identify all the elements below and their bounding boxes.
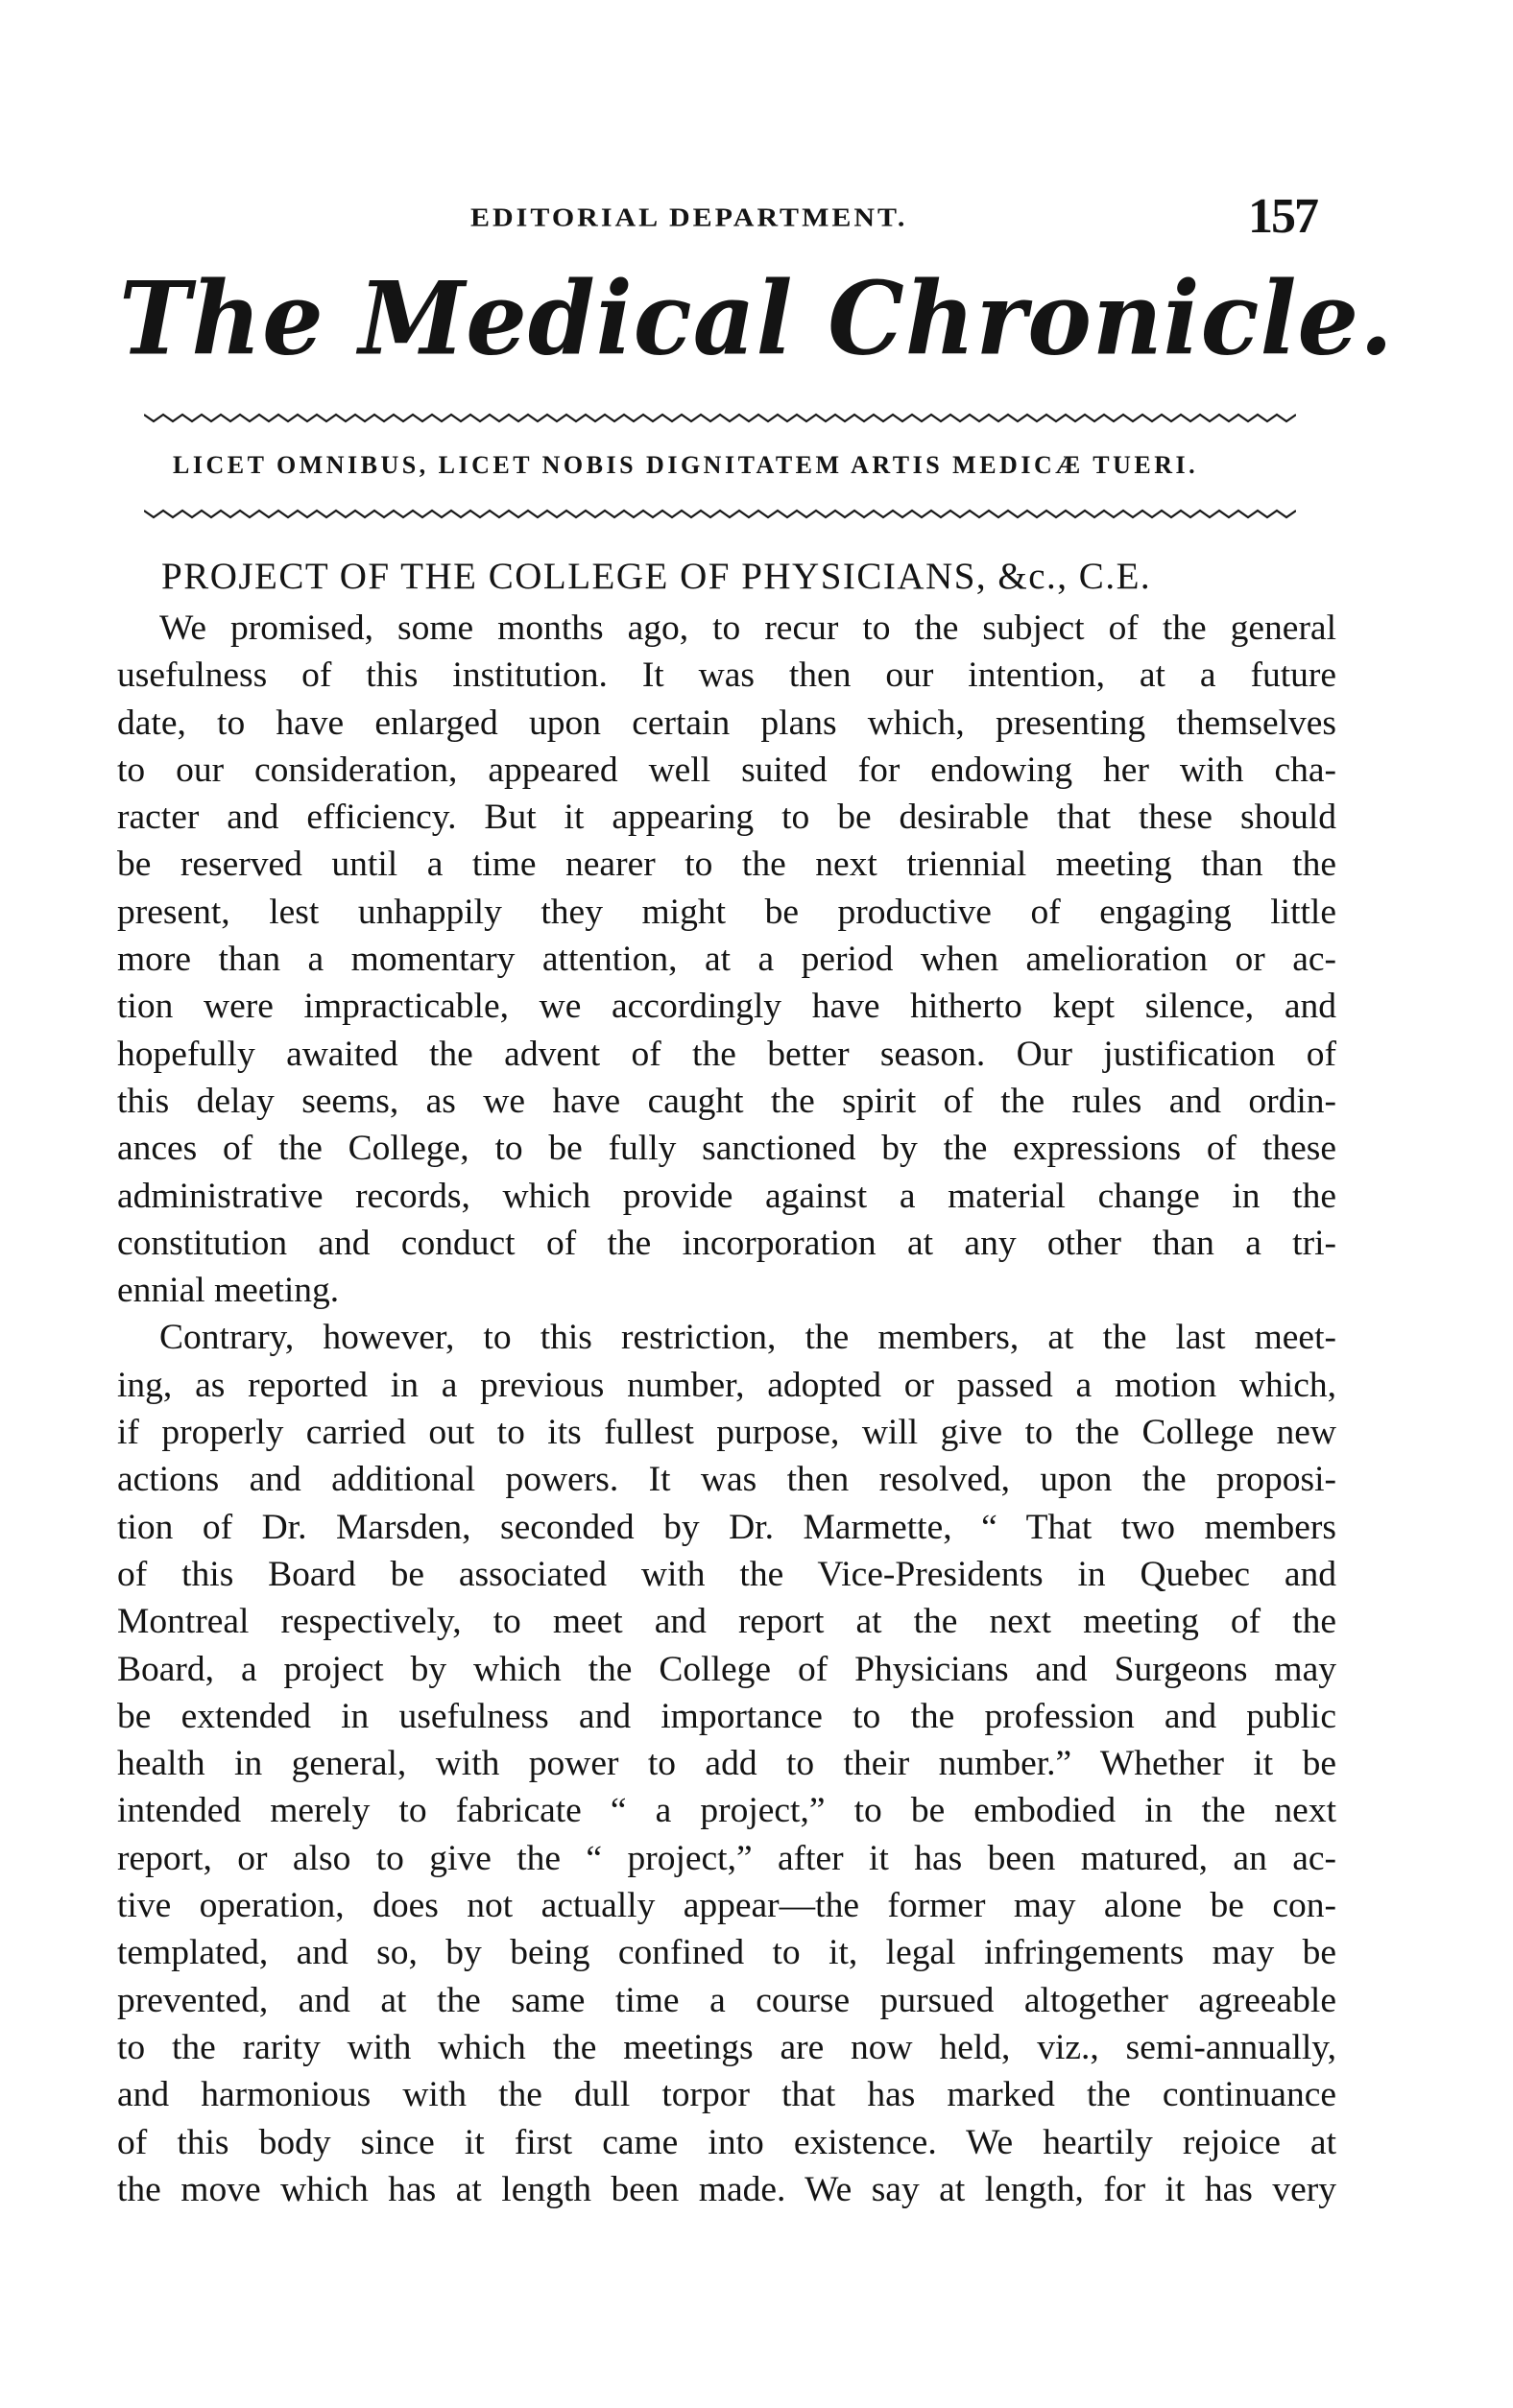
text-line: present, lest unhappily they might be productive of engaging little xyxy=(117,892,1336,932)
text-line: this delay seems, as we have caught the spirit of the rules and ordin- xyxy=(117,1081,1336,1121)
text-line: health in general, with power to add to their number.” Whether it be xyxy=(117,1744,1336,1784)
page-number: 157 xyxy=(1248,189,1317,244)
text-line: constitution and conduct of the incorporation at any other than a tri- xyxy=(117,1223,1336,1263)
text-line: the move which has at length been made. We say at length, for it has very xyxy=(117,2169,1336,2209)
text-line: tion were impracticable, we accordingly have hitherto kept silence, and xyxy=(117,987,1336,1027)
text-line: and harmonious with the dull torpor that has marked the continuance xyxy=(117,2075,1336,2115)
running-head: EDITORIAL DEPARTMENT. xyxy=(470,203,908,232)
text-line: usefulness of this institution. It was then our intention, at a future xyxy=(117,656,1336,696)
text-line: prevented, and at the same time a course pursued altogether agreeable xyxy=(117,1980,1336,2020)
text-line: Board, a project by which the College of Physicians and Surgeons may xyxy=(117,1649,1336,1689)
text-line: of this body since it first came into existence. We heartily rejoice at xyxy=(117,2122,1336,2162)
text-line: if properly carried out to its fullest purpose, will give to the College new xyxy=(117,1413,1336,1453)
text-line: be reserved until a time nearer to the next triennial meeting than the xyxy=(117,845,1336,885)
text-line: Montreal respectively, to meet and report at the next meeting of the xyxy=(117,1602,1336,1642)
text-line: templated, and so, by being confined to it, legal infringements may be xyxy=(117,1933,1336,1973)
text-line: ances of the College, to be fully sanctioned by the expressions of these xyxy=(117,1129,1336,1169)
ornamental-rule-bottom xyxy=(144,507,1296,520)
text-line: to our consideration, appeared well suited for endowing her with cha- xyxy=(117,750,1336,790)
text-line: report, or also to give the “ project,” after it has been matured, an ac- xyxy=(117,1838,1336,1878)
text-line: intended merely to fabricate “ a project,” to be embodied in the next xyxy=(117,1791,1336,1831)
text-line: to the rarity with which the meetings are now held, viz., semi-annually, xyxy=(117,2027,1336,2067)
text-line: racter and efficiency. But it appearing to be desirable that these should xyxy=(117,798,1336,838)
article-body xyxy=(117,605,1336,2213)
article-title: PROJECT OF THE COLLEGE OF PHYSICIANS, &c., C.E. xyxy=(161,556,1152,597)
masthead-motto: LICET OMNIBUS, LICET NOBIS DIGNITATEM ARTIS MEDICÆ TUERI. xyxy=(173,451,1199,479)
text-line: hopefully awaited the advent of the better season. Our justification of xyxy=(117,1034,1336,1074)
masthead-title: The Medical Chronicle. xyxy=(119,259,1394,378)
text-line: of this Board be associated with the Vice-Presidents in Quebec and xyxy=(117,1554,1336,1594)
text-line: tive operation, does not actually appear—the former may alone be con- xyxy=(117,1886,1336,1926)
ornamental-rule-top xyxy=(144,411,1296,424)
text-line: more than a momentary attention, at a period when amelioration or ac- xyxy=(117,940,1336,980)
text-line: date, to have enlarged upon certain plans which, presenting themselves xyxy=(117,703,1336,743)
text-line: tion of Dr. Marsden, seconded by Dr. Marmette, “ That two members xyxy=(117,1507,1336,1547)
text-line: ing, as reported in a previous number, adopted or passed a motion which, xyxy=(117,1365,1336,1405)
text-line: administrative records, which provide against a material change in the xyxy=(117,1176,1336,1216)
text-line: actions and additional powers. It was then resolved, upon the proposi- xyxy=(117,1460,1336,1500)
text-line: Contrary, however, to this restriction, the members, at the last meet- xyxy=(159,1318,1336,1358)
text-line: We promised, some months ago, to recur to the subject of the general xyxy=(159,608,1336,648)
text-line: be extended in usefulness and importance to the profession and public xyxy=(117,1696,1336,1736)
text-line: ennial meeting. xyxy=(117,1271,340,1311)
